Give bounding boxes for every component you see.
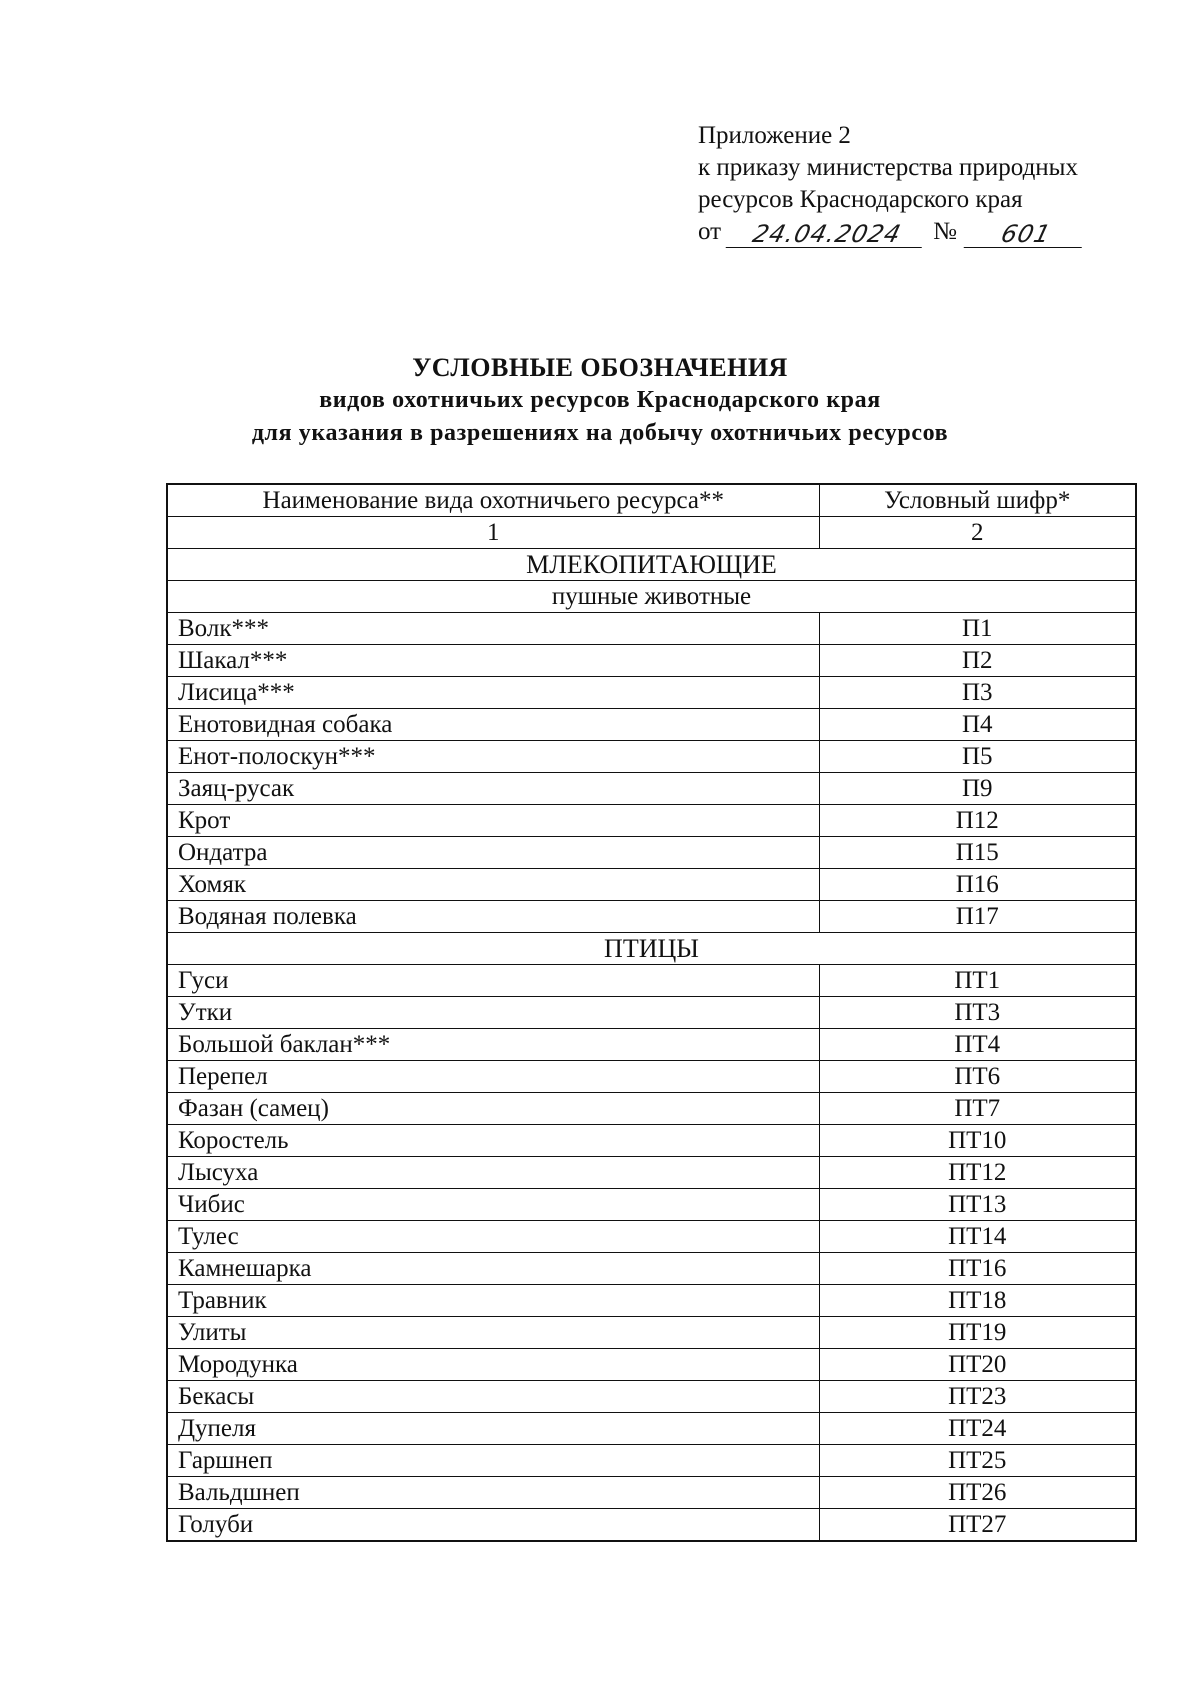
table-row bbox=[167, 1509, 1136, 1542]
table-row bbox=[167, 1381, 1136, 1413]
species-name-cell: Енотовидная собака bbox=[167, 709, 819, 741]
species-code-cell: ПТ3 bbox=[819, 997, 1136, 1029]
column-number-1: 1 bbox=[167, 517, 819, 549]
species-name-cell: Водяная полевка bbox=[167, 901, 819, 933]
appendix-title: Приложение 2 bbox=[698, 122, 851, 149]
species-code-cell: ПТ26 bbox=[819, 1477, 1136, 1509]
appendix-header bbox=[698, 120, 1168, 248]
species-code-cell: ПТ6 bbox=[819, 1061, 1136, 1093]
species-name-cell: Шакал*** bbox=[167, 645, 819, 677]
table-row bbox=[167, 965, 1136, 997]
column-number-2: 2 bbox=[819, 517, 1136, 549]
species-code-cell: П16 bbox=[819, 869, 1136, 901]
species-code-cell: ПТ4 bbox=[819, 1029, 1136, 1061]
table-row bbox=[167, 1221, 1136, 1253]
header-name-cell: Наименование вида охотничьего ресурса** bbox=[167, 484, 819, 517]
species-code-cell: ПТ16 bbox=[819, 1253, 1136, 1285]
subsection-row-fur bbox=[167, 581, 1136, 613]
species-code-cell: П12 bbox=[819, 805, 1136, 837]
species-name-cell: Камнешарка bbox=[167, 1253, 819, 1285]
species-code-cell: П1 bbox=[819, 613, 1136, 645]
table-row bbox=[167, 1477, 1136, 1509]
species-code-cell: ПТ18 bbox=[819, 1285, 1136, 1317]
species-name-cell: Крот bbox=[167, 805, 819, 837]
handwritten-number: 601 bbox=[964, 221, 1089, 248]
appendix-date-line bbox=[698, 216, 1168, 248]
table-row bbox=[167, 1061, 1136, 1093]
species-code-cell: ПТ23 bbox=[819, 1381, 1136, 1413]
table-row bbox=[167, 997, 1136, 1029]
species-name-cell: Утки bbox=[167, 997, 819, 1029]
species-name-cell: Травник bbox=[167, 1285, 819, 1317]
species-name-cell: Енот-полоскун*** bbox=[167, 741, 819, 773]
table-column-number-row bbox=[167, 517, 1136, 549]
table-row bbox=[167, 1413, 1136, 1445]
table-row bbox=[167, 1157, 1136, 1189]
section-mammals: МЛЕКОПИТАЮЩИЕ bbox=[167, 549, 1136, 581]
date-prefix: от bbox=[698, 218, 722, 245]
species-code-cell: ПТ14 bbox=[819, 1221, 1136, 1253]
species-name-cell: Волк*** bbox=[167, 613, 819, 645]
subsection-fur-animals: пушные животные bbox=[167, 581, 1136, 613]
table-row bbox=[167, 1349, 1136, 1381]
species-code-cell: ПТ24 bbox=[819, 1413, 1136, 1445]
species-code-cell: ПТ27 bbox=[819, 1509, 1136, 1542]
table-row bbox=[167, 1445, 1136, 1477]
table-row bbox=[167, 1029, 1136, 1061]
table-row bbox=[167, 645, 1136, 677]
number-sign: № bbox=[933, 218, 957, 245]
species-name-cell: Дупеля bbox=[167, 1413, 819, 1445]
species-name-cell: Гуси bbox=[167, 965, 819, 997]
table-row bbox=[167, 837, 1136, 869]
species-code-cell: ПТ20 bbox=[819, 1349, 1136, 1381]
handwritten-date: 24.04.2024 bbox=[726, 221, 929, 248]
species-code-cell: ПТ25 bbox=[819, 1445, 1136, 1477]
species-code-cell: П2 bbox=[819, 645, 1136, 677]
table-row bbox=[167, 677, 1136, 709]
species-name-cell: Улиты bbox=[167, 1317, 819, 1349]
species-name-cell: Лисица*** bbox=[167, 677, 819, 709]
section-row-mammals bbox=[167, 549, 1136, 581]
title-line-3: для указания в разрешениях на добычу охотничьих ресурсов bbox=[251, 420, 949, 446]
document-title bbox=[150, 352, 1050, 450]
species-code-cell: П5 bbox=[819, 741, 1136, 773]
section-birds: ПТИЦЫ bbox=[167, 933, 1136, 965]
table-row bbox=[167, 741, 1136, 773]
codes-table-body bbox=[167, 484, 1136, 1541]
table-row bbox=[167, 1317, 1136, 1349]
title-line-1: УСЛОВНЫЕ ОБОЗНАЧЕНИЯ bbox=[412, 353, 788, 382]
species-name-cell: Фазан (самец) bbox=[167, 1093, 819, 1125]
species-name-cell: Большой баклан*** bbox=[167, 1029, 819, 1061]
section-row-birds bbox=[167, 933, 1136, 965]
species-name-cell: Бекасы bbox=[167, 1381, 819, 1413]
species-name-cell: Перепел bbox=[167, 1061, 819, 1093]
species-code-cell: ПТ12 bbox=[819, 1157, 1136, 1189]
table-row bbox=[167, 1285, 1136, 1317]
species-name-cell: Мородунка bbox=[167, 1349, 819, 1381]
appendix-ministry-line: ресурсов Краснодарского края bbox=[698, 186, 1023, 213]
table-row bbox=[167, 1189, 1136, 1221]
table-row bbox=[167, 805, 1136, 837]
species-code-cell: П3 bbox=[819, 677, 1136, 709]
species-code-cell: П15 bbox=[819, 837, 1136, 869]
species-name-cell: Гаршнеп bbox=[167, 1445, 819, 1477]
table-header-row bbox=[167, 484, 1136, 517]
table-row bbox=[167, 901, 1136, 933]
species-code-cell: ПТ7 bbox=[819, 1093, 1136, 1125]
species-name-cell: Вальдшнеп bbox=[167, 1477, 819, 1509]
table-row bbox=[167, 1125, 1136, 1157]
species-name-cell: Коростель bbox=[167, 1125, 819, 1157]
table-row bbox=[167, 773, 1136, 805]
species-code-cell: П17 bbox=[819, 901, 1136, 933]
table-row bbox=[167, 869, 1136, 901]
appendix-order-line: к приказу министерства природных bbox=[698, 154, 1078, 181]
species-code-cell: ПТ19 bbox=[819, 1317, 1136, 1349]
species-name-cell: Лысуха bbox=[167, 1157, 819, 1189]
table-row bbox=[167, 1253, 1136, 1285]
table-row bbox=[167, 613, 1136, 645]
species-code-cell: ПТ13 bbox=[819, 1189, 1136, 1221]
species-name-cell: Чибис bbox=[167, 1189, 819, 1221]
species-name-cell: Заяц-русак bbox=[167, 773, 819, 805]
title-line-2: видов охотничьих ресурсов Краснодарского края bbox=[319, 387, 881, 413]
table-row bbox=[167, 709, 1136, 741]
table-row bbox=[167, 1093, 1136, 1125]
species-code-cell: П9 bbox=[819, 773, 1136, 805]
species-code-cell: ПТ1 bbox=[819, 965, 1136, 997]
species-name-cell: Тулес bbox=[167, 1221, 819, 1253]
species-name-cell: Голуби bbox=[167, 1509, 819, 1542]
species-name-cell: Ондатра bbox=[167, 837, 819, 869]
species-name-cell: Хомяк bbox=[167, 869, 819, 901]
codes-table bbox=[166, 483, 1137, 1542]
codes-table-wrapper bbox=[166, 483, 1135, 1542]
species-code-cell: П4 bbox=[819, 709, 1136, 741]
header-code-cell: Условный шифр* bbox=[819, 484, 1136, 517]
species-code-cell: ПТ10 bbox=[819, 1125, 1136, 1157]
